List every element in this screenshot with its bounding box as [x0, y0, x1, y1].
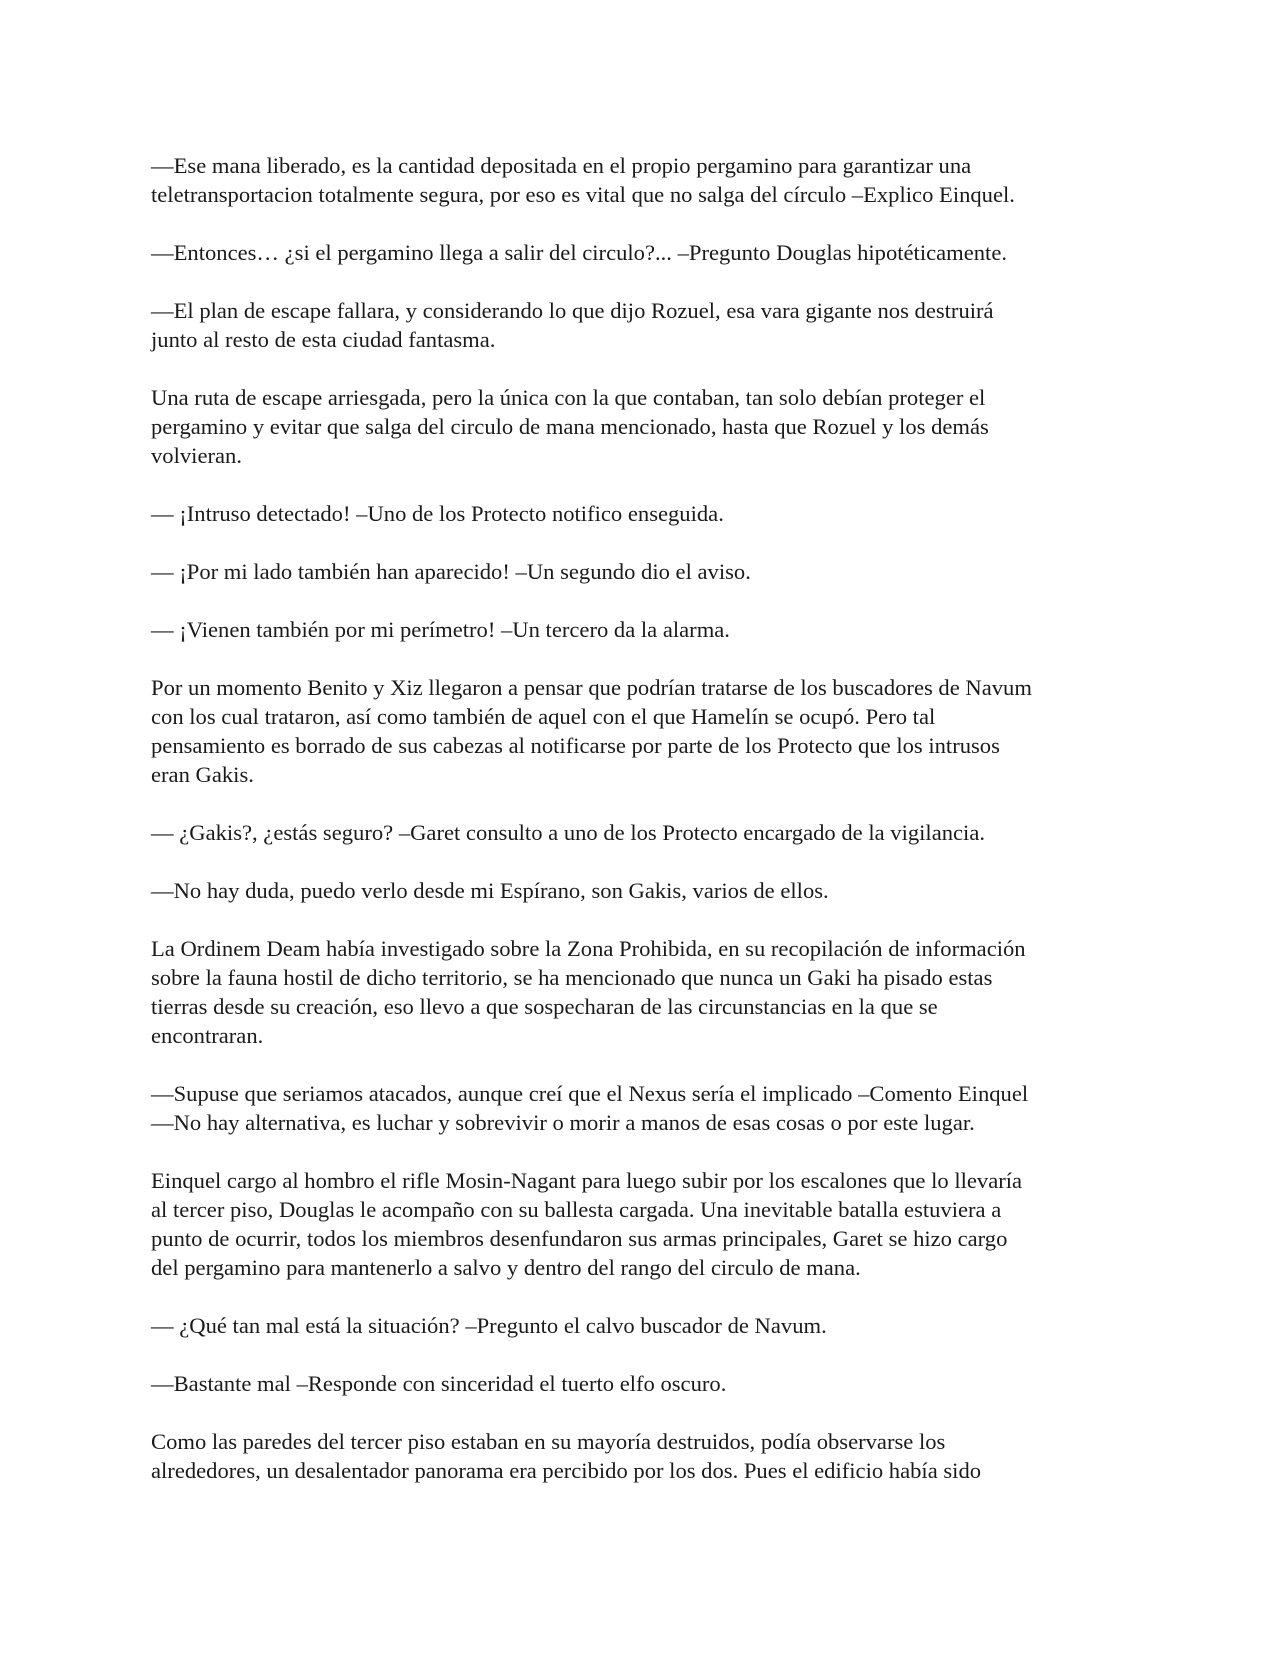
paragraph: —Entonces… ¿si el pergamino llega a salir del circulo?... –Pregunto Douglas hipotéticamente. [151, 240, 1008, 265]
paragraph: Por un momento Benito y Xiz llegaron a pensar que podrían tratarse de los buscadores de Navum con los cual trataron, así como también de aquel con el que Hamelín se ocupó. Pero tal pensamiento es borrado de sus cabezas al notificarse por parte de los Protecto que los intrusos eran Gakis. [151, 675, 1032, 787]
paragraph: —No hay duda, puedo verlo desde mi Espírano, son Gakis, varios de ellos. [151, 878, 829, 903]
paragraph: —El plan de escape fallara, y considerando lo que dijo Rozuel, esa vara gigante nos destruirá junto al resto de esta ciudad fantasma. [151, 298, 994, 352]
paragraph: —Bastante mal –Responde con sinceridad el tuerto elfo oscuro. [151, 1371, 727, 1396]
paragraph: — ¿Qué tan mal está la situación? –Pregunto el calvo buscador de Navum. [151, 1313, 827, 1338]
paragraph: La Ordinem Deam había investigado sobre la Zona Prohibida, en su recopilación de información sobre la fauna hostil de dicho territorio, se ha mencionado que nunca un Gaki ha pisado estas tierras desde su creación, eso llevo a que sospecharan de las circunstancias en la que se encontraran. [151, 936, 1026, 1048]
document-body [151, 151, 1141, 1514]
paragraph: Einquel cargo al hombro el rifle Mosin-Nagant para luego subir por los escalones que lo llevaría al tercer piso, Douglas le acompaño con su ballesta cargada. Una inevitable batalla estuviera a punto de ocurrir, todos los miembros desenfundaron sus armas principales, Garet se hizo cargo del pergamino para mantenerlo a salvo y dentro del rango del circulo de mana. [151, 1168, 1023, 1280]
paragraph: —Supuse que seriamos atacados, aunque creí que el Nexus sería el implicado –Comento Einquel —No hay alternativa, es luchar y sobrevivir o morir a manos de esas cosas o por este lugar. [151, 1081, 1029, 1135]
paragraph: — ¡Intruso detectado! –Uno de los Protecto notifico enseguida. [151, 501, 724, 526]
paragraph: —Ese mana liberado, es la cantidad depositada en el propio pergamino para garantizar una teletransportacion totalmente segura, por eso es vital que no salga del círculo –Explico Einquel. [151, 153, 1015, 207]
paragraph: Una ruta de escape arriesgada, pero la única con la que contaban, tan solo debían proteger el pergamino y evitar que salga del circulo de mana mencionado, hasta que Rozuel y los demás volvieran. [151, 385, 989, 468]
paragraph: — ¡Vienen también por mi perímetro! –Un tercero da la alarma. [151, 617, 730, 642]
paragraph: — ¿Gakis?, ¿estás seguro? –Garet consulto a uno de los Protecto encargado de la vigilancia. [151, 820, 986, 845]
paragraph: Como las paredes del tercer piso estaban en su mayoría destruidos, podía observarse los alrededores, un desalentador panorama era percibido por los dos. Pues el edificio había sido [151, 1429, 982, 1483]
paragraph: — ¡Por mi lado también han aparecido! –Un segundo dio el aviso. [151, 559, 751, 584]
